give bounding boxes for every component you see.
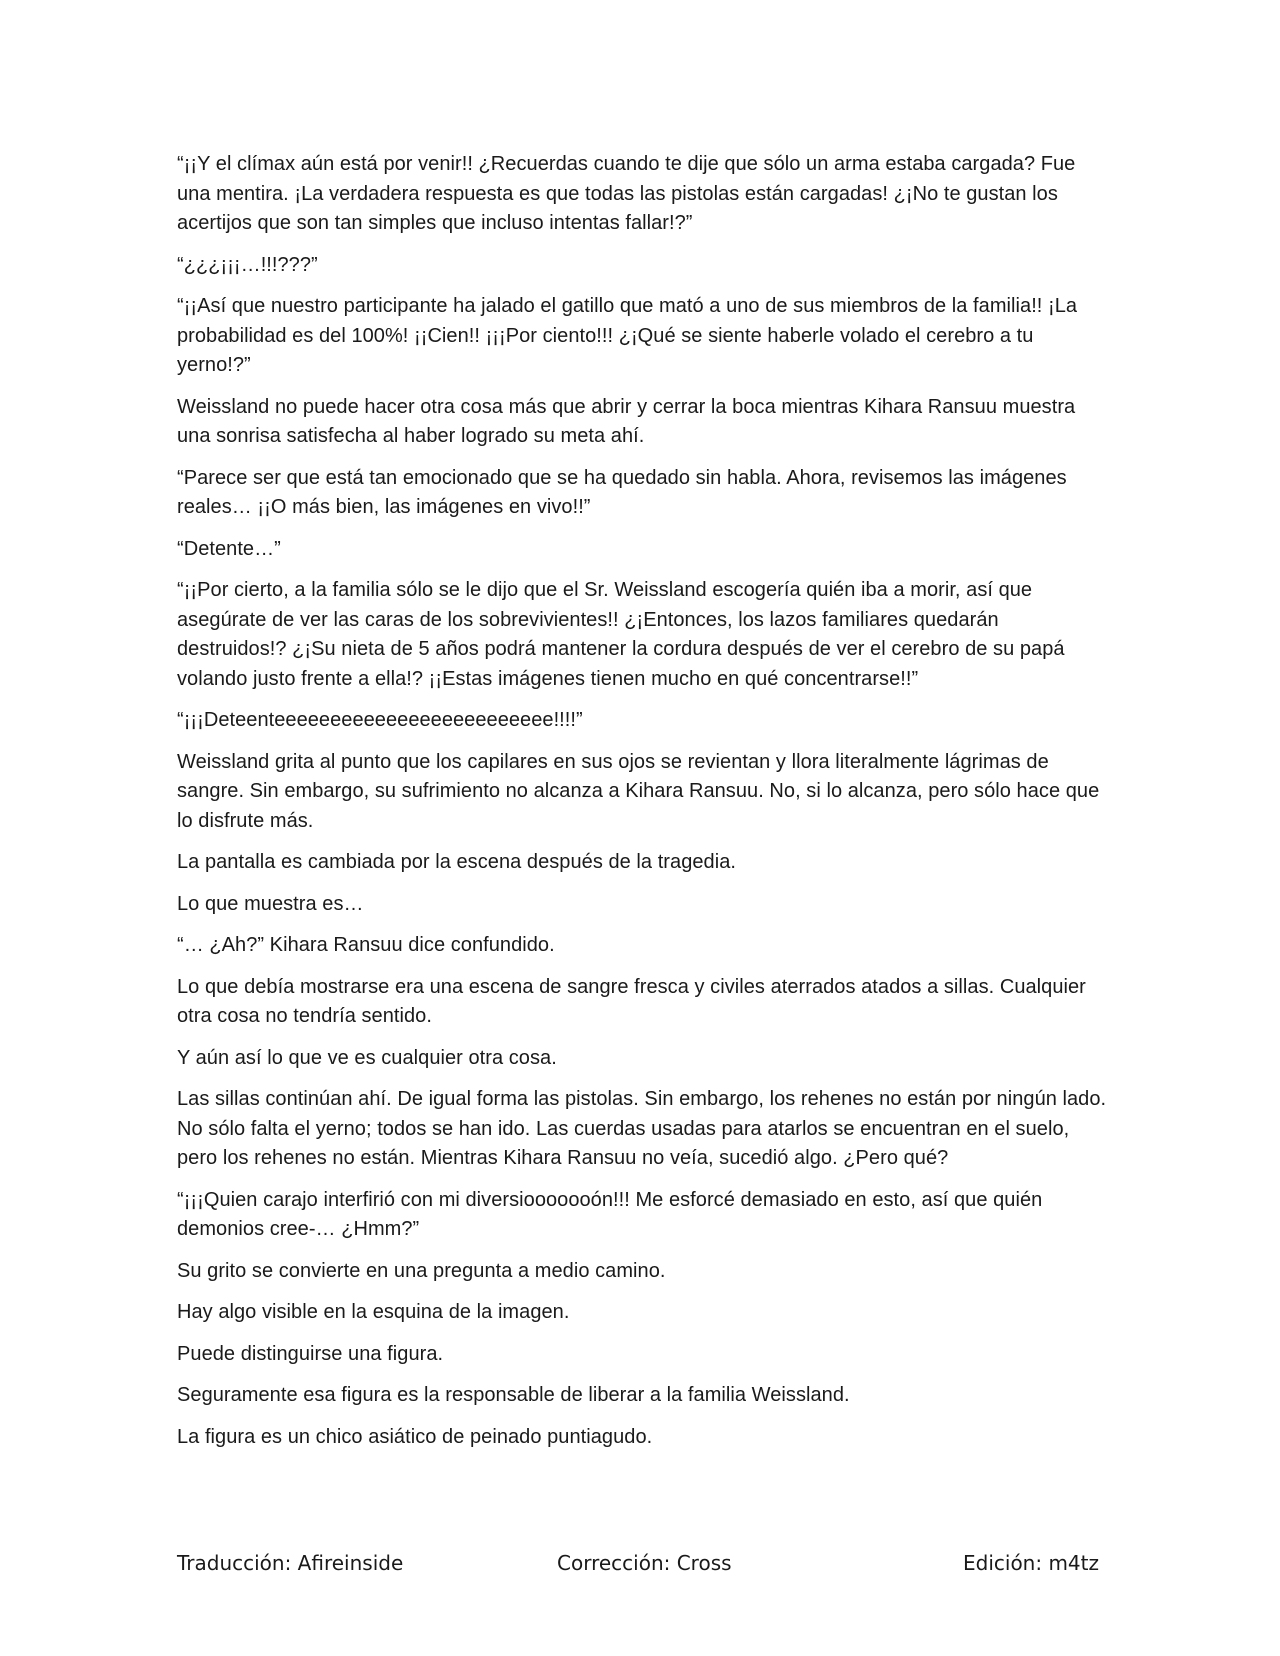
paragraph: La pantalla es cambiada por la escena después de la tragedia.: [177, 851, 736, 873]
paragraph: “¡¡Así que nuestro participante ha jalado el gatillo que mató a uno de sus miembros de la familia!! ¡La probabilidad es del 100%! ¡¡Cien!! ¡¡¡Por ciento!!! ¿¡Qué se siente haberle volado el cerebro a tu yerno!?”: [177, 295, 1078, 376]
footer-translation-credit: Traducción: Afireinside: [177, 1551, 404, 1575]
paragraph: Puede distinguirse una figura.: [177, 1342, 444, 1365]
footer-correction-credit: Corrección: Cross: [557, 1551, 732, 1575]
page-footer: [177, 1551, 1099, 1581]
paragraph: “Detente…”: [177, 537, 281, 560]
paragraph: “Parece ser que está tan emocionado que se ha quedado sin habla. Ahora, revisemos las imágenes reales… ¡¡O más bien, las imágenes en vivo!!”: [177, 466, 1067, 518]
paragraph: Su grito se convierte en una pregunta a medio camino.: [177, 1259, 666, 1282]
paragraph: “¡¡¡Quien carajo interfirió con mi diversiooooooón!!! Me esforcé demasiado en esto, así que quién demonios cree-… ¿Hmm?”: [177, 1188, 1043, 1240]
paragraph: “¿¿¿¡¡¡…!!!???”: [177, 253, 318, 276]
footer-edition-credit: Edición: m4tz: [963, 1551, 1099, 1575]
paragraph: “… ¿Ah?” Kihara Ransuu dice confundido.: [177, 934, 555, 956]
paragraph: Y aún así lo que ve es cualquier otra cosa.: [177, 1046, 557, 1069]
paragraph: La figura es un chico asiático de peinado puntiagudo.: [177, 1425, 653, 1448]
paragraph: Lo que muestra es…: [177, 892, 364, 915]
paragraph: Lo que debía mostrarse era una escena de sangre fresca y civiles aterrados atados a sillas. Cualquier otra cosa no tendría sentido.: [177, 975, 1086, 1027]
paragraph: “¡¡Y el clímax aún está por venir!! ¿Recuerdas cuando te dije que sólo un arma estaba cargada? Fue una mentira. ¡La verdadera respuesta es que todas las pistolas están cargadas! ¿¡No te gustan los acertijos que son tan simples que incluso intentas fallar!?”: [177, 153, 1076, 234]
paragraph: Seguramente esa figura es la responsable de liberar a la familia Weissland.: [177, 1384, 850, 1406]
paragraph: Weissland no puede hacer otra cosa más que abrir y cerrar la boca mientras Kihara Ransuu muestra una sonrisa satisfecha al haber logrado su meta ahí.: [177, 395, 1076, 447]
paragraph: Weissland grita al punto que los capilares en sus ojos se revientan y llora literalmente lágrimas de sangre. Sin embargo, su sufrimiento no alcanza a Kihara Ransuu. No, si lo alcanza, pero sólo hace que lo disfrute más.: [177, 750, 1100, 832]
document-body: [177, 150, 1112, 1464]
paragraph: Hay algo visible en la esquina de la imagen.: [177, 1301, 570, 1323]
paragraph: Las sillas continúan ahí. De igual forma las pistolas. Sin embargo, los rehenes no están por ningún lado. No sólo falta el yerno; todos se han ido. Las cuerdas usadas para atarlos se encuentran en el suelo, pero los rehenes no están. Mientras Kihara Ransuu no veía, sucedió algo. ¿Pero qué?: [177, 1088, 1107, 1169]
paragraph: “¡¡Por cierto, a la familia sólo se le dijo que el Sr. Weissland escogería quién iba a morir, así que asegúrate de ver las caras de los sobrevivientes!! ¿¡Entonces, los lazos familiares quedarán destruidos!? ¿¡Su nieta de 5 años podrá mantener la cordura después de ver el cerebro de su papá volando justo frente a ella!? ¡¡Estas imágenes tienen mucho en qué concentrarse!!”: [177, 579, 1065, 690]
paragraph: “¡¡¡Deteenteeeeeeeeeeeeeeeeeeeeeeeee!!!!”: [177, 709, 583, 731]
